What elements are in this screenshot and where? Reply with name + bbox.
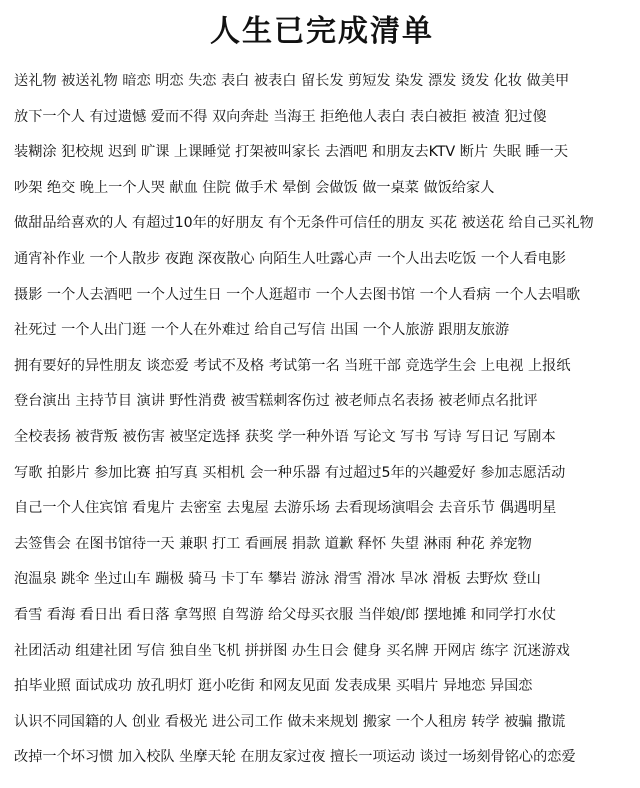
checklist-line: 吵架 绝交 晚上一个人哭 献血 住院 做手术 晕倒 会做饭 做一桌菜 做饭给家人 (14, 179, 495, 196)
checklist-line: 社团活动 组建社团 写信 独自坐飞机 拼拼图 办生日会 健身 买名牌 开网店 练字 沉迷游戏 (14, 642, 570, 659)
checklist-line: 看雪 看海 看日出 看日落 拿驾照 自驾游 给父母买衣服 当伴娘/郎 摆地摊 和同学打水仗 (14, 606, 556, 623)
checklist-line: 送礼物 被送礼物 暗恋 明恋 失恋 表白 被表白 留长发 剪短发 染发 漂发 烫发 化妆 做美甲 (14, 73, 570, 89)
checklist-line: 拍毕业照 面试成功 放孔明灯 逛小吃街 和网友见面 发表成果 买唱片 异地恋 异国恋 (14, 678, 533, 695)
checklist-line: 全校表扬 被背叛 被伤害 被坚定选择 获奖 学一种外语 写论文 写书 写诗 写日记 写剧本 (14, 428, 556, 445)
checklist-line: 去签售会 在图书馆待一天 兼职 打工 看画展 捐款 道歉 释怀 失望 淋雨 种花 养宠物 (14, 535, 532, 552)
checklist-line: 登台演出 主持节目 演讲 野性消费 被雪糕刺客伤过 被老师点名表扬 被老师点名批评 (14, 393, 538, 410)
checklist-line: 写歌 拍影片 参加比赛 拍写真 买相机 会一种乐器 有过超过5年的兴趣爱好 参加志愿活动 (14, 464, 566, 481)
checklist-line: 放下一个人 有过遗憾 爱而不得 双向奔赴 当海王 拒绝他人表白 表白被拒 被渣 犯过傻 (14, 108, 547, 125)
checklist-line: 通宵补作业 一个人散步 夜跑 深夜散心 向陌生人吐露心声 一个人出去吃饭 一个人看电影 (14, 250, 566, 267)
checklist-line: 自己一个人住宾馆 看鬼片 去密室 去鬼屋 去游乐场 去看现场演唱会 去音乐节 偶遇明星 (14, 500, 557, 517)
checklist-line: 社死过 一个人出门逛 一个人在外难过 给自己写信 出国 一个人旅游 跟朋友旅游 (14, 322, 510, 339)
checklist-line: 改掉一个坏习惯 加入校队 坐摩天轮 在朋友家过夜 擅长一项运动 谈过一场刻骨铭心的恋爱 (14, 749, 576, 766)
checklist-line: 认识不同国籍的人 创业 看极光 进公司工作 做未来规划 搬家 一个人租房 转学 被骗 撒谎 (14, 713, 566, 730)
checklist-text (14, 64, 630, 776)
checklist-line: 泡温泉 跳伞 坐过山车 蹦极 骑马 卡丁车 攀岩 游泳 滑雪 滑冰 旱冰 滑板 去野炊 登山 (14, 571, 541, 588)
checklist-line: 摄影 一个人去酒吧 一个人过生日 一个人逛超市 一个人去图书馆 一个人看病 一个人去唱歌 (14, 286, 581, 303)
checklist-line: 拥有要好的异性朋友 谈恋爱 考试不及格 考试第一名 当班干部 竞选学生会 上电视 上报纸 (14, 357, 571, 374)
page-title: 人生已完成清单 (210, 14, 434, 49)
checklist-line: 做甜品给喜欢的人 有超过10年的好朋友 有个无条件可信任的朋友 买花 被送花 给自己买礼物 (14, 215, 594, 232)
checklist-line: 装糊涂 犯校规 迟到 旷课 上课睡觉 打架被叫家长 去酒吧 和朋友去KTV 断片 失眠 睡一天 (14, 144, 569, 161)
